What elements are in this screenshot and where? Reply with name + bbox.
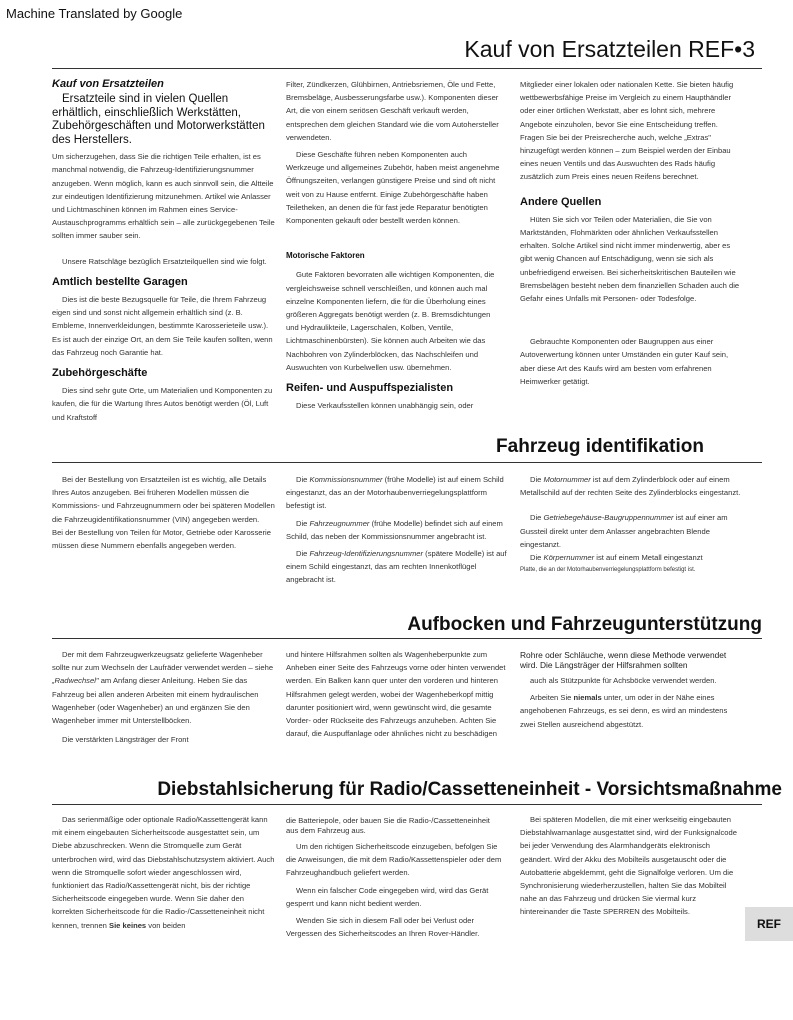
heading-kauf-von-ersatzteilen: Kauf von Ersatzteilen [52,78,164,90]
paragraph: Um den richtigen Sicherheitscode einzugeben, befolgen Sie die Anweisungen, die mit dem Radio/Kassettenspieler oder dem Fahrzeughandbuch geliefert werden. [286,842,502,878]
paragraph: Das serienmäßige oder optionale Radio/Kassettengerät kann mit einem eingebauten Sicherheitscode ausgestattet sein, um Diebe abzuschrecken. Wenn die Stromquelle zum Gerät unterbrochen wird, wird das Diebstahlschutzsystem aktiviert. Auch wenn die Stromquelle sofort wieder angeschlossen wird, funktioniert das Radio/Kassettengerät nicht, bis der richtige Sicherheitscode eingegeben wurde. Wenn Sie daher den korrekten Sicherheitscode für die Radio-/Cassetteneinheit nicht kennen, trennen Sie keines von beiden [52,815,275,930]
heading-andere-quellen: Andere Quellen [520,195,602,208]
paragraph: Die Kommissionsnummer (frühe Modelle) ist auf einem Schild eingestanzt, das an der Motorhaubenverriegelungsplattform befestigt ist. [286,475,504,511]
paragraph: Bei der Bestellung von Teilen für Motor, Getriebe oder Karosserie müssen diese Nummern ebenfalls angegeben werden. [52,527,271,551]
translation-banner: Machine Translated by Google [6,6,183,21]
paragraph: Die Fahrzeug-Identifizierungsnummer (spätere Modelle) ist auf einem Schild eingestanzt, das am rechten Innenkotflügel angebracht ist. [286,549,507,585]
paragraph: Hüten Sie sich vor Teilen oder Materialien, die Sie von Marktständen, Flohmärkten oder ähnlichen Verkaufsstellen erhalten. Solche Artikel sind nicht immer minderwertig, aber es gibt wenig Chancen auf Entschädigung, wenn sie sich als unbefriedigend erweisen. Bei sicherheitskritischen Bauteilen wie Bremsbelägen besteht neben dem finanziellen Schaden auch die Gefahr eines Unfalls mit Personen- oder Todesfolge. [520,214,740,304]
paragraph: Filter, Zündkerzen, Glühbirnen, Antriebsriemen, Öle und Fette, Bremsbeläge, Ausbesserungsfarbe usw.). Komponenten dieser Art, die von einem seriösen Geschäft verkauft werden, entsprechen dem gleichen Standard wie die vom Autohersteller verwendeten. [286,80,499,142]
section-title-aufbocken: Aufbocken und Fahrzeugunterstützung [407,614,762,635]
paragraph: Um sicherzugehen, dass Sie die richtigen Teile erhalten, ist es manchmal notwendig, die Fahrzeug-Identifizierungsnummer anzugeben. Wenn möglich, kann es auch sinnvoll sein, die Altteile zur eindeutigen Identifizierung mitzunehmen. Artikel wie Anlasser und Lichtmaschinen können im Rahmen eines Service-Austauschprogramms erhältlich sein – alle zurückgegebenen Teile sollten immer sauber sein. [52,152,275,241]
paragraph: Gebrauchte Komponenten oder Baugruppen aus einer Autoverwertung können unter Umständen ein guter Kauf sein, aber diese Art des Kaufs wird am besten vom erfahrenen Heimwerker getätigt. [520,337,729,386]
section3-column-3 [520,650,742,735]
page-title: Kauf von Ersatzteilen REF•3 [464,36,755,62]
italic-term: „Radwechsel" [52,676,99,686]
paragraph: Der mit dem Fahrzeugwerkzeugsatz gelieferte Wagenheber sollte nur zum Wechseln der Laufräder verwendet werden – siehe „Radwechsel" am Anfang dieser Anleitung. Heben Sie das Fahrzeug bei allen anderen Arbeiten mit einem hydraulischen Wagenheber (oder Wagenheber) an und ergänzen Sie den Wagenheber immer mit Unterstellböcken. [52,650,274,726]
paragraph: auch als Stützpunkte für Achsböcke verwendet werden. [530,676,717,685]
italic-term: Fahrzeugnummer [309,518,370,528]
paragraph: Arbeiten Sie niemals unter, um oder in der Nähe eines angehobenen Fahrzeugs, es sei denn, es wird an mindestens zwei Stellen ausreichend abgestützt. [520,693,728,729]
emphasis: niemals [573,693,602,703]
italic-term: Körpernummer [543,553,595,563]
paragraph: Rohre oder Schläuche, wenn diese Methode verwendet wird. Die Längsträger der Hilfsrahmen sollten [520,650,727,670]
section1-column-2 [286,78,504,416]
italic-term: Motornummer [543,475,591,484]
section-rule [52,804,762,805]
section-rule [52,638,762,639]
paragraph: Die Motornummer ist auf dem Zylinderblock oder auf einem Metallschild auf der rechten Seite des Zylinderblocks eingestanzt. [520,475,741,498]
lead-paragraph: Ersatzteile sind in vielen Quellen erhältlich, einschließlich Werkstätten, Zubehörgeschäften und Motorwerkstätten des Herstellers. [52,93,265,146]
italic-term: Getriebegehäuse-Baugruppennummer [543,513,674,523]
paragraph: Wenden Sie sich in diesem Fall oder bei Verlust oder Vergessen des Sicherheitscodes an Ihren Rover-Händler. [286,916,480,939]
section1-column-3 [520,78,742,392]
heading-zubehoergeschaefte: Zubehörgeschäfte [52,367,148,380]
small-print: Platte, die an der Motorhaubenverriegelungsplattform befestigt ist. [520,567,696,574]
section-title-diebstahlsicherung: Diebstahlsicherung für Radio/Cassetteneinheit - Vorsichtsmaßnahme [157,779,782,800]
section3-column-1 [52,648,277,750]
paragraph: Bei späteren Modellen, die mit einer werkseitig eingebauten Diebstahlwarnanlage ausgestattet sind, wird der Funksignalcode bei jeder Verwendung des Alarmhandgeräts elektronisch geändert. Wird der Akku des Mobilteils ausgetauscht oder die Autobatterie abgeklemmt, geht die Signalfolge verloren. Um die Synchronisierung wiederherzustellen, halten Sie das Mobilteil nahe an das Fahrzeug und drücken Sie viermal kurz hintereinander die Taste SPERREN des Mobilteils. [520,815,737,917]
section1-column-1 [52,78,277,428]
paragraph: Unsere Ratschläge bezüglich Ersatzteilquellen sind wie folgt. [62,256,267,266]
section4-column-3 [520,813,742,923]
section4-column-1 [52,813,277,936]
section2-column-1 [52,473,277,556]
section4-column-2 [286,816,504,944]
emphasis: Sie keines [109,920,147,930]
paragraph: und hintere Hilfsrahmen sollten als Wagenheberpunkte zum Anheben einer Seite des Fahrzeugs vorne oder hinten verwendet werden. Ein Balken kann quer unter den vorderen und hinteren Hilfsrahmen gelegt werden, wobei der Wagenheberkopf mittig darunter positioniert wird, wenn gewünscht wird, die gesamte Vorder- oder Rückseite des Fahrzeugs anzuheben. Achten Sie darauf, die Auspuffanlage oder ähnliches nicht zu beschädigen [286,650,506,739]
paragraph: die Batteriepole, oder bauen Sie die Radio-/Cassetteneinheit aus dem Fahrzeug aus. [286,816,490,835]
heading-amtlich-bestellte-garagen: Amtlich bestellte Garagen [52,275,188,288]
italic-term: Kommissionsnummer [309,475,383,484]
paragraph: Gute Faktoren bevorraten alle wichtigen Komponenten, die vergleichsweise schnell verschleißen, und können auch mal einzelne Komponenten liefern, die für die Überholung eines größeren Aggregats benötigt werden (z. B. Bremsdichtungen und Hydraulikteile, Lagerschalen, Kolben, Ventile, Lichtmaschinenbürsten). Sie können auch Arbeiten wie das Nachbohren von Zylinderblöcken, das Nachschleifen und Auswuchten von Kurbelwellen usw. übernehmen. [286,270,495,372]
paragraph: Diese Verkaufsstellen können unabhängig sein, oder [296,401,474,411]
section2-column-3 [520,473,745,581]
ref-tab: REF [745,907,793,941]
section-title-fahrzeug-identifikation: Fahrzeug identifikation [496,436,704,457]
heading-motorische-faktoren: Motorische Faktoren [286,251,365,261]
paragraph: Wenn ein falscher Code eingegeben wird, wird das Gerät gesperrt und kann nicht bedient werden. [286,885,489,908]
paragraph: Bei der Bestellung von Ersatzteilen ist es wichtig, alle Details Ihres Autos anzugeben. Bei früheren Modellen müssen die Kommissions- und Fahrzeugnummern oder bei späteren Modellen die Fahrzeugidentifikationsnummer (VIN) angegeben werden. [52,475,275,524]
section-rule [52,462,762,463]
paragraph: Mitglieder einer lokalen oder nationalen Kette. Sie bieten häufig wettbewerbsfähige Preise im Vergleich zu einem Haupthändler oder einer örtlichen Werkstatt, aber es lohnt sich, mehrere Angebote einzuholen, bevor Sie eine Entscheidung treffen. Fragen Sie bei der Preisrecherche auch, welche „Extras" hinzugefügt werden können – zum Beispiel werden der Einbau eines neuen Ventils und das Auswuchten des Rads häufig zusätzlich zum Preis eines neuen Reifens berechnet. [520,80,734,182]
paragraph: Die Fahrzeugnummer (frühe Modelle) befindet sich auf einem Schild, das neben der Kommissionsnummer angebracht ist. [286,518,503,541]
paragraph: Die Körpernummer ist auf einem Metall eingestanzt [530,553,703,563]
paragraph: Dies sind sehr gute Orte, um Materialien und Komponenten zu kaufen, die für die Wartung Ihres Autos benötigt werden (Öl, Luft und Kraftstoff [52,386,273,422]
paragraph: Die Getriebegehäuse-Baugruppennummer ist auf einer am Gussteil direkt unter dem Anlasser angebrachten Blende eingestanzt. [520,513,728,549]
italic-term: Fahrzeug-Identifizierungsnummer [309,549,424,559]
title-rule [52,68,762,69]
paragraph: Die verstärkten Längsträger der Front [62,735,189,745]
section3-column-2 [286,648,508,744]
heading-reifen-und-auspuffspezialisten: Reifen- und Auspuffspezialisten [286,382,454,395]
paragraph: Dies ist die beste Bezugsquelle für Teile, die Ihrem Fahrzeug eigen sind und sonst nicht allgemein erhältlich sind (z. B. Embleme, Innenverkleidungen, bestimmte Karosserieteile usw.). Es ist auch der einzige Ort, an dem Sie Teile kaufen sollten, wenn das Fahrzeug noch Garantie hat. [52,295,273,357]
paragraph: Diese Geschäfte führen neben Komponenten auch Werkzeuge und allgemeines Zubehör, haben meist angenehme Öffnungszeiten, verlangen günstigere Preise und sind oft nicht weit von zu Hause entfernt. Einige Zubehörgeschäfte haben Teiletheken, an denen die für fast jede Reparatur benötigten Komponenten gekauft oder bestellt werden können. [286,150,500,226]
section2-column-2 [286,473,516,591]
